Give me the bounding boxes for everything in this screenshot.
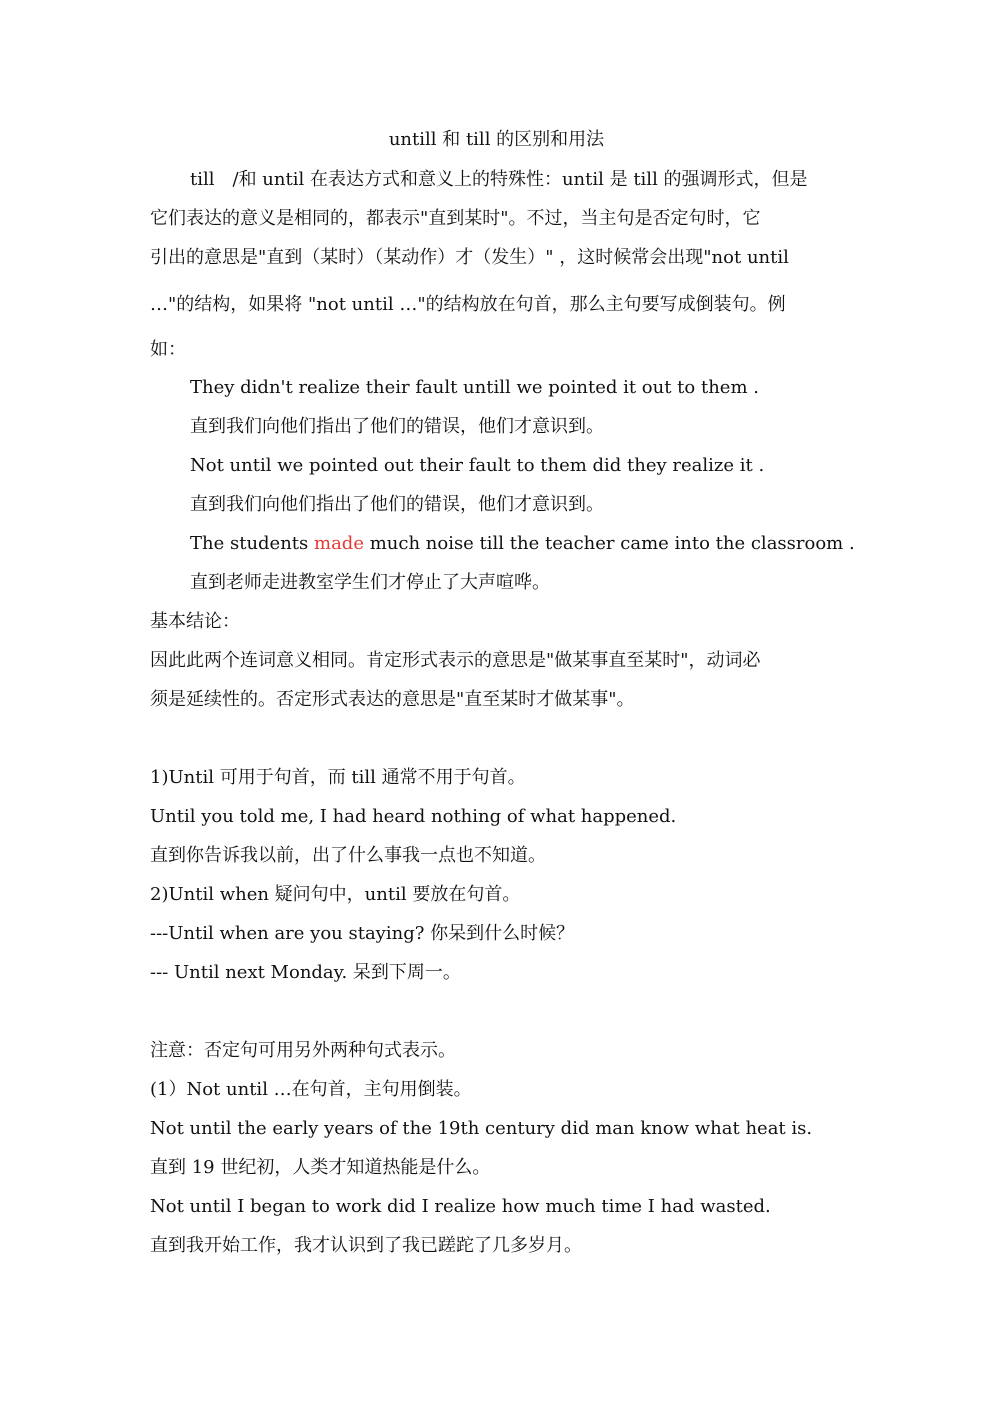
example-3-chinese: 直到老师走进教室学生们才停止了大声喧哗。 (190, 572, 550, 593)
example-3-prefix: The students (190, 533, 314, 554)
example-3-english (190, 532, 855, 556)
intro-line-5: 如： (150, 339, 186, 360)
point-1-heading: 1)Until 可用于句首，而 till 通常不用于句首。 (150, 767, 526, 788)
point-2-question: ---Until when are you staying? 你呆到什么时候？ (150, 923, 575, 944)
intro-line-3: 引出的意思是"直到（某时）（某动作）才（发生）" ，这时候常会出现"not until (150, 247, 789, 268)
page-title: untill 和 till 的区别和用法 (388, 129, 605, 150)
note-heading: 注意：否定句可用另外两种句式表示。 (150, 1040, 456, 1061)
conclusion-line-2: 须是延续性的。否定形式表达的意思是"直至某时才做某事"。 (150, 689, 635, 710)
note-example-2-chinese: 直到我开始工作，我才认识到了我已蹉跎了几多岁月。 (150, 1235, 582, 1256)
point-2-heading: 2)Until when 疑问句中，until 要放在句首。 (150, 884, 521, 905)
note-example-2-english: Not until I began to work did I realize how much time I had wasted. (150, 1196, 771, 1217)
point-2-answer: --- Until next Monday. 呆到下周一。 (150, 962, 461, 983)
note-item-1: (1）Not until …在句首，主句用倒装。 (150, 1079, 472, 1100)
point-1-english: Until you told me, I had heard nothing of what happened. (150, 806, 677, 827)
example-2-chinese: 直到我们向他们指出了他们的错误，他们才意识到。 (190, 494, 604, 515)
intro-line-2: 它们表达的意义是相同的，都表示"直到某时"。不过，当主句是否定句时，它 (150, 208, 761, 229)
intro-line-1: till /和 until 在表达方式和意义上的特殊性：until 是 till 的强调形式，但是 (190, 169, 808, 190)
highlighted-word: made (314, 533, 364, 554)
example-2-english: Not until we pointed out their fault to them did they realize it . (190, 455, 765, 476)
conclusion-line-1: 因此此两个连词意义相同。肯定形式表示的意思是"做某事直至某时"，动词必 (150, 650, 761, 671)
note-example-1-english: Not until the early years of the 19th century did man know what heat is. (150, 1118, 813, 1139)
intro-line-4: …"的结构，如果将 "not until …"的结构放在句首，那么主句要写成倒装句。例 (150, 294, 786, 315)
note-example-1-chinese: 直到 19 世纪初，人类才知道热能是什么。 (150, 1157, 491, 1178)
example-3-suffix: much noise till the teacher came into the classroom . (363, 533, 855, 554)
point-1-chinese: 直到你告诉我以前，出了什么事我一点也不知道。 (150, 845, 546, 866)
example-1-english: They didn't realize their fault untill we pointed it out to them . (190, 377, 759, 398)
conclusion-heading: 基本结论： (150, 611, 240, 632)
example-1-chinese: 直到我们向他们指出了他们的错误，他们才意识到。 (190, 416, 604, 437)
